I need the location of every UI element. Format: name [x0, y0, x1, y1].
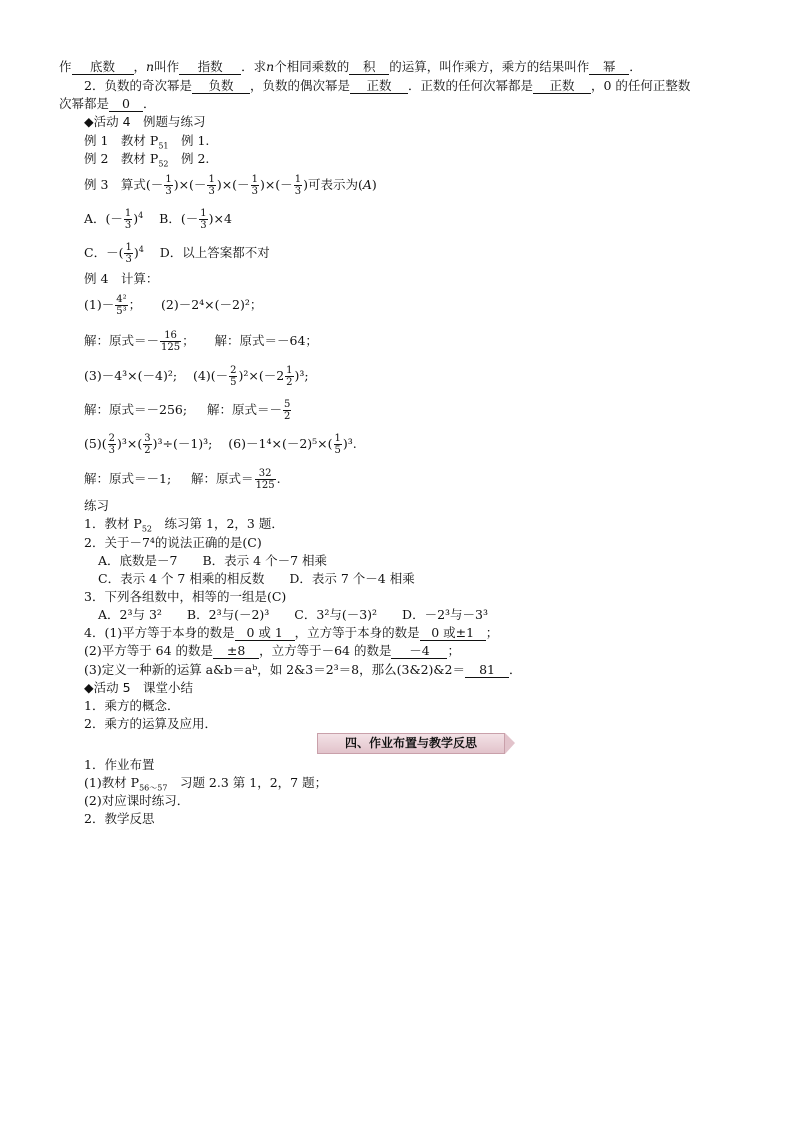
text: ×(－: [221, 177, 250, 192]
fraction: [108, 433, 116, 456]
text: ．: [509, 662, 522, 677]
text: ): [371, 177, 377, 192]
text: )³÷(－1)³;: [152, 436, 213, 451]
blank-power: 幂: [589, 60, 629, 75]
den: 3: [200, 220, 207, 231]
den: 2: [286, 377, 293, 388]
num: 1: [125, 242, 132, 253]
text: (1)－: [84, 297, 115, 312]
den: 3: [165, 186, 172, 197]
summary-item-1: 1．乘方的概念．: [84, 698, 180, 713]
fraction: [164, 174, 172, 197]
fraction: [285, 365, 293, 388]
blank-cube-self: 0 或±1: [420, 626, 486, 641]
section-banner: 四、作业布置与教学反思: [317, 733, 505, 754]
num: 3: [144, 433, 151, 444]
exp: 4: [138, 210, 144, 220]
text: (2)－2⁴×(－2)²；: [160, 297, 263, 312]
num: 1: [294, 174, 302, 185]
num: 2: [108, 433, 115, 444]
fraction: [160, 330, 181, 353]
subscript: 52: [141, 524, 153, 534]
den: 3: [251, 186, 258, 197]
den: 2: [144, 445, 151, 456]
reflection-heading: 2．教学反思: [84, 811, 155, 826]
practice-q2-options-ab: A．底数是－7 B．表示 4 个－7 相乘: [98, 553, 327, 568]
practice-q3: 3．下列各组数中，相等的一组是(C): [84, 589, 287, 604]
text: (3)定义一种新的运算 a&b＝aᵇ，如 2&3＝2³＝8，那么(3&2)&2＝: [84, 662, 466, 677]
text: 叫作: [154, 59, 180, 74]
den: 5³: [116, 306, 127, 317]
text: ，: [133, 59, 147, 74]
text: 作: [59, 59, 72, 74]
text: 练习第 1，2，3 题．: [152, 516, 284, 531]
text: )×4: [208, 211, 232, 226]
text: 例 2.: [168, 151, 210, 166]
text: (1)教材 P: [84, 775, 140, 790]
subscript: 52: [158, 159, 169, 169]
blank-new-operation: 81: [465, 663, 509, 678]
fraction: [124, 242, 132, 265]
text: )²×(－2: [238, 368, 285, 383]
ex4-answer-1-2: [84, 328, 318, 354]
num: 1: [251, 174, 258, 185]
text: 例 2 教材 P: [84, 151, 159, 166]
blank-even-power: 正数: [350, 79, 408, 94]
blank-zero: 0: [109, 97, 143, 112]
den: 3: [294, 186, 302, 197]
text: ，立方等于本身的数是: [294, 625, 420, 640]
num: 1: [165, 174, 172, 185]
text: ，负数的偶次幂是: [249, 78, 350, 93]
den: 3: [124, 220, 132, 231]
blank-positive-power: 正数: [533, 79, 591, 94]
summary-item-2: 2．乘方的运算及应用．: [84, 716, 217, 731]
text: 习题 2.3 第 1，2，7 题；: [167, 775, 328, 790]
activity4-title: ◆活动 4 例题与练习: [84, 114, 206, 129]
text: ；: [182, 333, 195, 348]
num: 2: [230, 365, 237, 376]
subscript: 56～57: [139, 783, 168, 793]
num: 1: [286, 365, 293, 376]
fraction: [115, 294, 127, 317]
text: )可表示为(: [303, 177, 363, 192]
num: 1: [200, 208, 207, 219]
text: A．(－: [84, 211, 123, 226]
intro-line-2: [84, 78, 690, 94]
text: ；: [447, 643, 460, 658]
num: 4²: [116, 294, 127, 305]
fraction: [283, 399, 291, 422]
example-2: [84, 151, 209, 167]
text: ×(－: [264, 177, 293, 192]
var-n: n: [266, 59, 275, 74]
text: B．(－: [159, 211, 199, 226]
text: 解：原式＝－256;: [84, 402, 188, 417]
den: 3: [108, 445, 115, 456]
fraction: [199, 208, 207, 231]
blank-product: 积: [349, 60, 389, 75]
homework-item-2: (2)对应课时练习．: [84, 793, 190, 808]
intro-line-3: [59, 96, 156, 112]
blank-base: 底数: [72, 60, 134, 75]
practice-q2-options-cd: C．表示 4 个 7 相乘的相反数 D．表示 7 个－4 相乘: [98, 571, 415, 586]
num: 1: [124, 208, 132, 219]
text: 解：原式＝－: [84, 333, 160, 348]
text: ．: [143, 96, 156, 111]
fraction: [207, 174, 215, 197]
exp: 4: [138, 244, 144, 254]
text: )³;: [294, 368, 309, 383]
num: 16: [160, 330, 181, 342]
text: ．求: [241, 59, 267, 74]
ex4-answer-5-6: [84, 466, 281, 492]
example-3-options-cd: C．－( $\frac{1}{3}$ )$^4$ D．以上答案都不对: [84, 242, 270, 265]
text: (2)平方等于 64 的数是: [84, 643, 214, 658]
blank-cbrt-neg64: －4: [391, 644, 447, 659]
blank-square-self: 0 或 1: [235, 626, 295, 641]
text: (3)－4³×(－4)²;: [84, 368, 178, 383]
text: (6)－1⁴×(－2)⁵×(: [228, 436, 333, 451]
homework-item-1: [84, 775, 327, 791]
example-4-title: 例 4 计算：: [84, 271, 159, 286]
text: ；: [485, 625, 499, 640]
text: 解：原式＝: [191, 471, 254, 486]
text: 解：原式＝－: [206, 402, 282, 417]
text: ，0 的任何正整数: [591, 78, 691, 93]
example-3-options-ab: A．(－ $\frac{1}{3}$ )$^4$ B．(－ $\frac{1}{3}$ )×4: [84, 208, 232, 231]
text: 2．负数的奇次幂是: [84, 78, 192, 93]
text: 例 3 算式(－: [84, 177, 164, 192]
den: 5: [334, 445, 341, 456]
fraction: [294, 174, 302, 197]
den: 5: [230, 377, 237, 388]
text: ×(－: [178, 177, 207, 192]
text: 次幂都是: [59, 96, 110, 111]
text: 个相同乘数的: [274, 59, 350, 74]
num: 32: [255, 468, 276, 480]
text: D．以上答案都不对: [159, 245, 270, 260]
practice-q1: [84, 516, 284, 532]
text: (4)(－: [192, 368, 229, 383]
text: .: [276, 471, 281, 486]
ex4-problem-3-4: [84, 363, 309, 389]
ex4-problem-1-2: [84, 292, 262, 318]
text: )³.: [342, 436, 357, 451]
intro-line-1: [59, 59, 642, 75]
num: 1: [208, 174, 215, 185]
text: C．－(: [84, 245, 124, 260]
den: 3: [208, 186, 215, 197]
text: 的运算，叫作乘方，乘方的结果叫作: [389, 59, 590, 74]
blank-exponent: 指数: [179, 60, 241, 75]
fraction: [255, 468, 276, 491]
text: 1．教材 P: [84, 516, 142, 531]
text: )³×(: [116, 436, 143, 451]
text: (5)(: [84, 436, 107, 451]
practice-q4-3: [84, 662, 522, 678]
den: 3: [125, 254, 132, 265]
den: 125: [161, 342, 181, 353]
fraction: [124, 208, 132, 231]
den: 125: [255, 480, 275, 491]
fraction: [334, 433, 342, 456]
activity5-title: ◆活动 5 课堂小结: [84, 680, 194, 695]
ex4-answer-3-4: [84, 397, 292, 423]
example-3: 例 3 算式(－ $\frac{1}{3}$ )×(－ $\frac{1}{3}$ )×(－ $\frac{1}{3}$ )×(－ $\frac{1}{3}$ )可表示为(A): [84, 174, 377, 197]
num: 5: [283, 399, 291, 410]
text: 解：原式＝－64；: [214, 333, 318, 348]
text: ．正数的任何次幂都是: [407, 78, 533, 93]
num: 1: [334, 433, 341, 444]
practice-q3-options: A．2³与 3² B．2³与(－2)³ C．3²与(－3)² D．－2³与－3³: [98, 607, 488, 622]
subscript: 51: [158, 141, 169, 151]
fraction: [251, 174, 259, 197]
homework-heading: 1．作业布置: [84, 757, 155, 772]
practice-q2: 2．关于－7⁴的说法正确的是(C): [84, 535, 262, 550]
blank-odd-power: 负数: [192, 79, 250, 94]
text: 例 1 教材 P: [84, 133, 159, 148]
blank-sqrt-64: ±8: [213, 644, 259, 659]
text: 4．(1)平方等于本身的数是: [84, 625, 235, 640]
ex4-problem-5-6: [84, 431, 357, 457]
practice-q4-1: [84, 625, 498, 641]
text: 例 1.: [168, 133, 210, 148]
text: ，立方等于－64 的数是: [259, 643, 392, 658]
fraction: [229, 365, 237, 388]
den: 2: [283, 411, 291, 422]
practice-q4-2: [84, 643, 460, 659]
text: ；: [128, 297, 142, 312]
practice-title: 练习: [84, 498, 110, 513]
text: 解：原式＝－1;: [84, 471, 172, 486]
var-n: n: [146, 59, 155, 74]
answer: A: [362, 177, 372, 192]
fraction: [143, 433, 151, 456]
example-1: [84, 133, 209, 149]
text: ．: [629, 59, 642, 74]
